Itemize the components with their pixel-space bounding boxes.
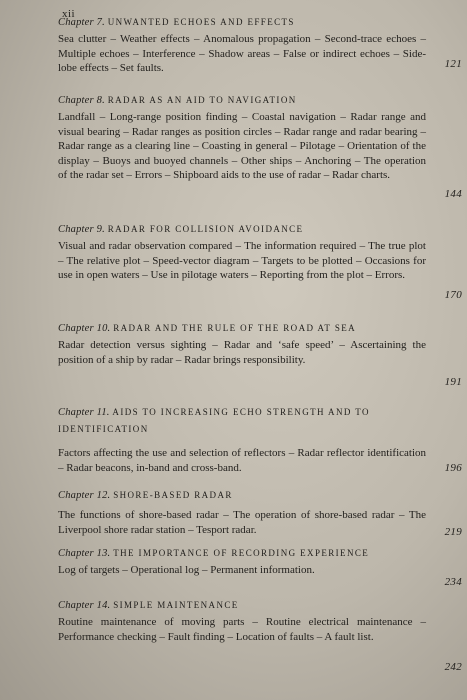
chapter-heading — [58, 14, 428, 31]
chapter-heading — [58, 597, 428, 614]
toc-entry-chapter-7 — [58, 14, 462, 76]
page-folio: xii — [62, 8, 76, 20]
chapter-title: UNWANTED ECHOES AND EFFECTS — [107, 17, 295, 27]
chapter-page-number: 170 — [444, 289, 462, 301]
chapter-description: Routine maintenance of moving parts – Routine electrical maintenance – Performance checking – Fault finding – Location of faults – A fault list. — [58, 616, 426, 643]
chapter-heading — [58, 221, 428, 238]
chapter-page-number: 191 — [444, 376, 462, 388]
chapter-page-number: 144 — [444, 188, 462, 200]
chapter-heading — [58, 320, 428, 337]
chapter-number: Chapter 12. — [58, 490, 111, 501]
toc-entry-chapter-14 — [58, 597, 462, 673]
chapter-number: Chapter 11. — [58, 407, 110, 418]
chapter-title: RADAR AS AN AID TO NAVIGATION — [107, 95, 297, 105]
toc-entry-chapter-12 — [58, 487, 462, 538]
chapter-description: Landfall – Long-range position finding – Coastal navigation – Radar range and visual bearing – Radar ranges as position circles – Radar range and radar bearing – Radar range as a clearing line – Coasting in general – Pilotage – Orientation of the display – Buoys and buoyed channels – Other ships – Anchoring – The operation of the radar set – Errors – Shipboard aids to the use of radar – Radar charts. — [58, 111, 426, 181]
chapter-heading — [58, 487, 428, 504]
chapter-number: Chapter 8. — [58, 95, 105, 106]
chapter-title: RADAR AND THE RULE OF THE ROAD AT SEA — [113, 323, 357, 333]
chapter-title: SHORE-BASED RADAR — [113, 490, 233, 500]
chapter-description: Factors affecting the use and selection of reflectors – Radar reflector identification – Radar beacons, in-band and cross-band. — [58, 447, 426, 474]
chapter-title: RADAR FOR COLLISION AVOIDANCE — [107, 224, 304, 234]
chapter-title: SIMPLE MAINTENANCE — [113, 600, 239, 610]
chapter-description: The functions of shore-based radar – The operation of shore-based radar – The Liverpool shore radar station – Tesport radar. — [58, 509, 426, 536]
chapter-number: Chapter 9. — [58, 224, 105, 235]
chapter-page-number: 219 — [444, 526, 462, 538]
chapter-heading — [58, 92, 428, 109]
chapter-page-number: 234 — [444, 576, 462, 588]
chapter-title: AIDS TO INCREASING ECHO STRENGTH AND TO IDENTIFICATION — [58, 407, 370, 434]
chapter-description: Sea clutter – Weather effects – Anomalous propagation – Second-trace echoes – Multiple echoes – Interference – Shadow areas – False or indirect echoes – Side-lobe effects – Set faults. — [58, 33, 426, 74]
chapter-description: Visual and radar observation compared – The information required – The true plot – The relative plot – Speed-vector diagram – Targets to be plotted – Occasions for use in open waters – Use in pilotage waters – Reporting from the plot – Errors. — [58, 240, 426, 281]
toc-entry-chapter-9 — [58, 221, 462, 301]
chapter-heading — [58, 545, 428, 562]
chapter-number: Chapter 14. — [58, 600, 111, 611]
toc-entry-chapter-13 — [58, 545, 462, 588]
chapter-title: THE IMPORTANCE OF RECORDING EXPERIENCE — [113, 548, 370, 558]
chapter-number: Chapter 13. — [58, 548, 111, 559]
chapter-page-number: 121 — [444, 58, 462, 70]
chapter-page-number: 242 — [444, 661, 462, 673]
toc-entry-chapter-10 — [58, 320, 462, 388]
chapter-number: Chapter 10. — [58, 323, 111, 334]
toc-entry-chapter-11 — [58, 404, 462, 475]
toc-entry-chapter-8 — [58, 92, 462, 200]
chapter-description: Log of targets – Operational log – Permanent information. — [58, 564, 315, 576]
chapter-page-number: 196 — [444, 462, 462, 474]
chapter-number: Chapter 7. — [58, 17, 105, 28]
chapter-heading — [58, 404, 428, 438]
chapter-description: Radar detection versus sighting – Radar and ‘safe speed’ – Ascertaining the position of a ship by radar – Radar brings responsibility. — [58, 339, 426, 366]
